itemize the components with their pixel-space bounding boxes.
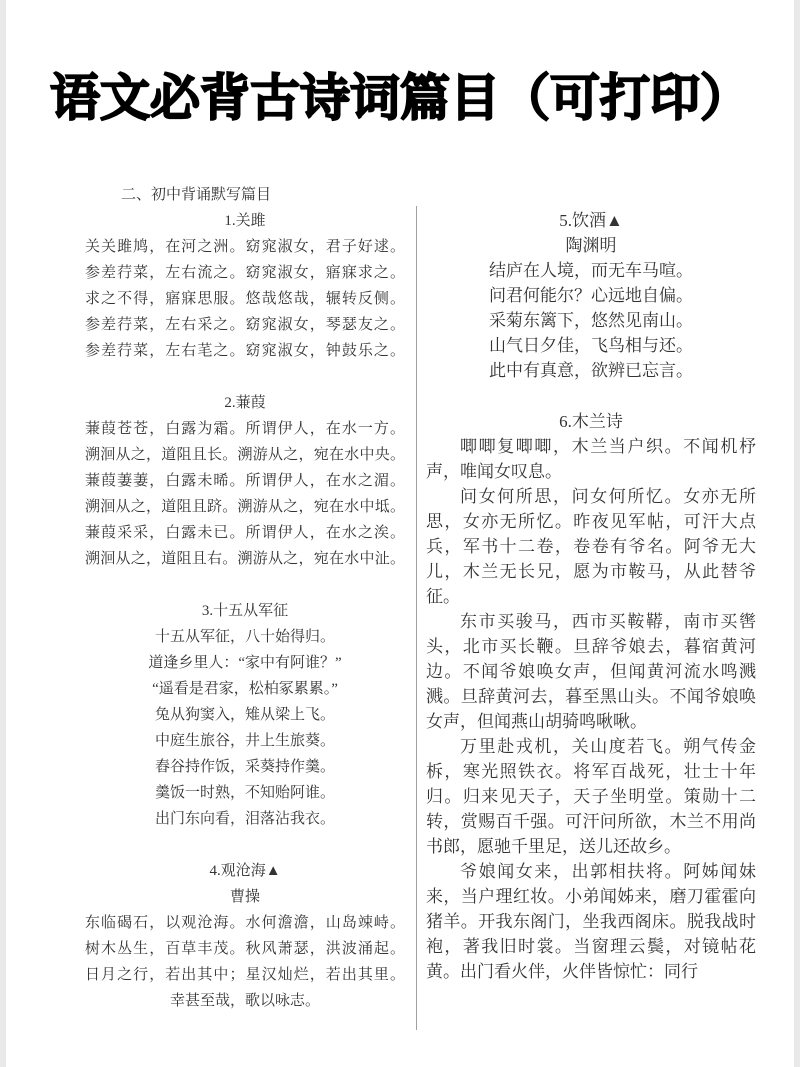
- poem-line: 舂谷持作饭，采葵持作羹。: [154, 759, 335, 775]
- poem-line: 东临碣石，以观沧海。水何澹澹，山岛竦峙。: [85, 915, 405, 931]
- section-heading: 二、初中背诵默写篇目: [121, 187, 272, 203]
- poem-title: 2.蒹葭: [224, 395, 266, 411]
- poem-line: 溯洄从之，道阻且右。溯游从之，宛在水中沚。: [85, 551, 405, 567]
- poem-line: 山气日夕佳，飞鸟相与还。: [489, 336, 693, 355]
- poem-line: 树木丛生，百草丰茂。秋风萧瑟，洪波涌起。: [85, 941, 405, 957]
- poem-line: 蒹葭采采，白露未已。所谓伊人，在水之涘。: [85, 525, 405, 541]
- poem-block: [426, 208, 756, 383]
- poem-line: 羹饭一时熟，不知贻阿谁。: [154, 785, 335, 801]
- poem-title: 3.十五从军征: [201, 603, 289, 619]
- poem-paragraph: 问女何所思，问女何所忆。女亦无所思，女亦无所忆。昨夜见军帖，可汗大点兵，军书十二卷，卷卷有爷名。阿爷无大儿，木兰无长兄，愿为市鞍马，从此替爷征。: [426, 487, 756, 606]
- poem-title: 4.观沧海▲: [209, 863, 281, 879]
- poem-line: 求之不得，寤寐思服。悠哉悠哉，辗转反侧。: [85, 291, 405, 307]
- page-edge-left: [0, 0, 6, 1067]
- poem-author: 陶渊明: [565, 236, 617, 255]
- poem-line: 问君何能尔？心远地自偏。: [489, 286, 693, 305]
- poem-paragraph: 唧唧复唧唧，木兰当户织。不闻机杼声，唯闻女叹息。: [426, 437, 756, 481]
- poem-line: 溯洄从之，道阻且跻。溯游从之，宛在水中坻。: [85, 499, 405, 515]
- poem-line: “遥看是君家，松柏冢累累。”: [152, 681, 338, 697]
- page-title: 语文必背古诗词篇目（可打印）: [50, 69, 750, 127]
- poem-author: 曹操: [229, 889, 260, 905]
- poem-paragraph: 东市买骏马，西市买鞍鞯，南市买辔头，北市买长鞭。旦辞爷娘去，暮宿黄河边。不闻爷娘唤女声，但闻黄河流水鸣溅溅。旦辞黄河去，暮至黑山头。不闻爷娘唤女声，但闻燕山胡骑鸣啾啾。: [426, 612, 756, 731]
- poem-line: 结庐在人境，而无车马喧。: [489, 261, 693, 280]
- right-column: [426, 182, 756, 984]
- poem-paragraph: 万里赴戎机，关山度若飞。朔气传金柝，寒光照铁衣。将军百战死，壮士十年归。归来见天子，天子坐明堂。策勋十二转，赏赐百千强。可汗问所欲，木兰不用尚书郎，愿驰千里足，送儿还故乡。: [426, 737, 756, 856]
- poem-title: 6.木兰诗: [559, 412, 623, 431]
- poem-line: 十五从军征，八十始得归。: [154, 629, 335, 645]
- poem-block: [426, 409, 756, 984]
- poem-line: 此中有真意，欲辨已忘言。: [489, 361, 693, 380]
- poem-line: 幸甚至哉，歌以咏志。: [169, 993, 320, 1009]
- poem-line: 蒹葭萋萋，白露未晞。所谓伊人，在水之湄。: [85, 473, 405, 489]
- poem-block: [85, 858, 405, 1014]
- poem-block: [85, 598, 405, 832]
- poem-line: 关关雎鸠，在河之洲。窈窕淑女，君子好逑。: [85, 239, 405, 255]
- poem-line: 兔从狗窦入，雉从梁上飞。: [154, 707, 335, 723]
- column-divider: [416, 206, 417, 1030]
- poem-line: 参差荇菜，左右流之。窈窕淑女，寤寐求之。: [85, 265, 405, 281]
- poem-line: 参差荇菜，左右芼之。窈窕淑女，钟鼓乐之。: [85, 343, 405, 359]
- poem-line: 中庭生旅谷，井上生旅葵。: [154, 733, 335, 749]
- poem-title: 5.饮酒▲: [559, 211, 623, 230]
- poem-paragraph: 爷娘闻女来，出郭相扶将。阿姊闻妹来，当户理红妆。小弟闻姊来，磨刀霍霍向猪羊。开我东阁门，坐我西阁床。脱我战时袍，著我旧时裳。当窗理云鬓，对镜帖花黄。出门看火伴，火伴皆惊忙：同行: [426, 862, 756, 981]
- poem-line: 参差荇菜，左右采之。窈窕淑女，琴瑟友之。: [85, 317, 405, 333]
- poem-title: 1.关雎: [224, 213, 266, 229]
- poem-block: [85, 390, 405, 572]
- poem-line: 日月之行，若出其中；星汉灿烂，若出其里。: [85, 967, 405, 983]
- left-column: [85, 182, 405, 1014]
- page-edge-right: [794, 0, 800, 1067]
- poem-line: 采菊东篱下，悠然见南山。: [489, 311, 693, 330]
- poem-line: 溯洄从之，道阻且长。溯游从之，宛在水中央。: [85, 447, 405, 463]
- poem-block: [85, 208, 405, 364]
- poem-line: 道逢乡里人：“家中有阿谁？”: [148, 655, 342, 671]
- poem-line: 蒹葭苍苍，白露为霜。所谓伊人，在水一方。: [85, 421, 405, 437]
- poem-line: 出门东向看，泪落沾我衣。: [154, 811, 335, 827]
